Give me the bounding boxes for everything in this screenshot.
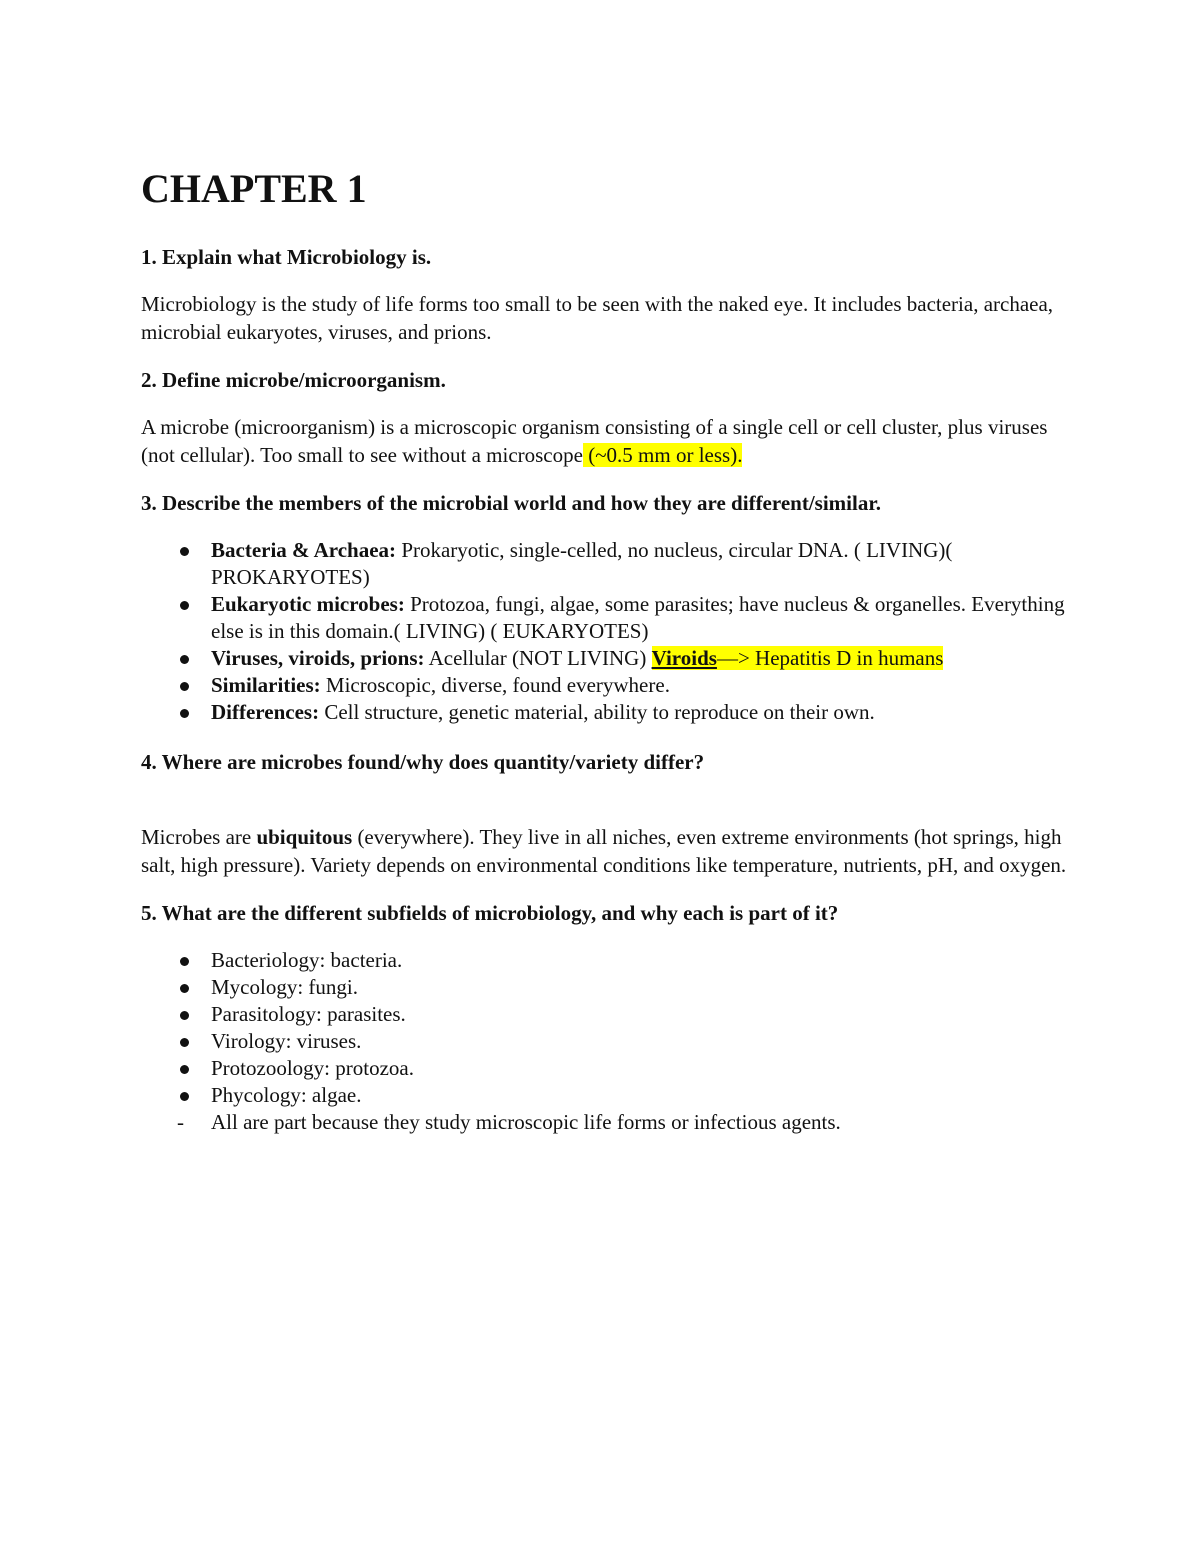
list-item (141, 699, 1071, 726)
answer-2-text: A microbe (microorganism) is a microscopic organism consisting of a single cell or cell cluster, plus viruses (not cellular). Too small to see without a microscope (141, 415, 1048, 467)
list-item-text: Cell structure, genetic material, ability to reproduce on their own. (319, 700, 875, 724)
document-content (141, 160, 1071, 1159)
conclusion-item: - All are part because they study microscopic life forms or infectious agents. (141, 1109, 1071, 1136)
list-item-term: Differences: (211, 700, 320, 724)
answer-4 (141, 824, 1071, 879)
list-item-term: Viruses, viroids, prions: (211, 646, 425, 670)
list-item-text: Acellular (NOT LIVING) (424, 646, 652, 670)
list-item-text: Prokaryotic, single-celled, no nucleus, circular DNA. ( LIVING)( PROKARYOTES) (211, 538, 953, 589)
list-item: Protozoology: protozoa. (141, 1055, 1071, 1082)
answer-2 (141, 414, 1071, 469)
list-item: Bacteriology: bacteria. (141, 947, 1071, 974)
list-item-term: Bacteria & Archaea: (211, 538, 397, 562)
list-item: Mycology: fungi. (141, 974, 1071, 1001)
answer-4-post: (everywhere). They live in all niches, even extreme environments (hot springs, high salt, high pressure). Variety depends on environmental conditions like temperature, nutrients, pH, and oxygen. (141, 825, 1067, 877)
chapter-title: CHAPTER 1 (141, 166, 367, 211)
list-item: Parasitology: parasites. (141, 1001, 1071, 1028)
question-4: 4. Where are microbes found/why does quantity/variety differ? (141, 750, 705, 774)
list-item-text: Protozoa, fungi, algae, some parasites; have nucleus & organelles. Everything else is in this domain.( LIVING) ( EUKARYOTES) (211, 592, 1065, 643)
question-5: 5. What are the different subfields of microbiology, and why each is part of it? (141, 901, 839, 925)
answer-1: Microbiology is the study of life forms too small to be seen with the naked eye. It includes bacteria, archaea, microbial eukaryotes, viruses, and prions. (141, 292, 1054, 344)
list-item (141, 645, 1071, 672)
list-item (141, 672, 1071, 699)
answer-2-highlight: (~0.5 mm or less). (582, 442, 743, 467)
viroids-highlight: Viroids (651, 646, 717, 670)
list-item: Virology: viruses. (141, 1028, 1071, 1055)
list-item (141, 591, 1071, 645)
question-1: 1. Explain what Microbiology is. (141, 245, 432, 269)
hepatitis-highlight: —> Hepatitis D in humans (716, 646, 944, 670)
members-list (141, 537, 1071, 726)
answer-4-bold: ubiquitous (256, 825, 353, 849)
list-item-term: Similarities: (211, 673, 321, 697)
list-item-text: Microscopic, diverse, found everywhere. (320, 673, 670, 697)
list-item-term: Eukaryotic microbes: (211, 592, 405, 616)
list-item: Phycology: algae. (141, 1082, 1071, 1109)
answer-4-pre: Microbes are (141, 825, 257, 849)
question-2: 2. Define microbe/microorganism. (141, 368, 446, 392)
question-3: 3. Describe the members of the microbial world and how they are different/similar. (141, 491, 881, 515)
subfields-list (141, 947, 1071, 1136)
list-item (141, 537, 1071, 591)
